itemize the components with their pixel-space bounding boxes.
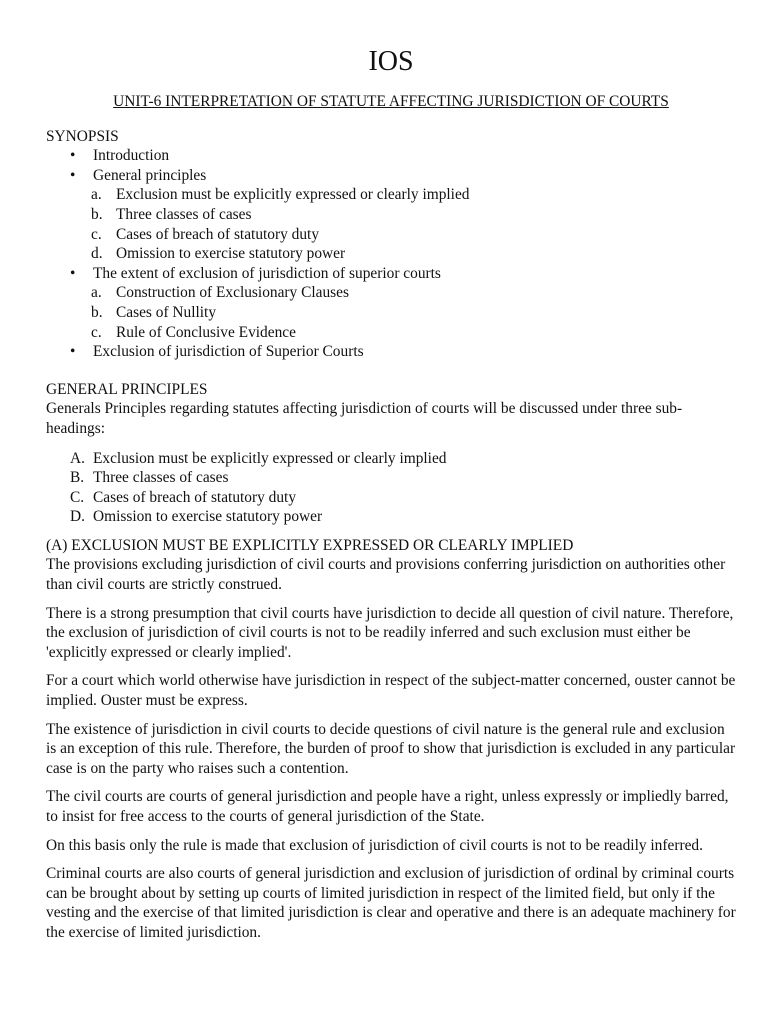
bullet-icon: •: [70, 166, 76, 184]
synopsis-item-label: Exclusion of jurisdiction of Superior Courts: [93, 343, 364, 361]
subitem-marker: b.: [91, 205, 103, 223]
subitem-label: Omission to exercise statutory power: [116, 245, 346, 263]
section-a-paragraph: The civil courts are courts of general jurisdiction and people have a right, unless expressly or impliedly barred, to insist for free access to the courts of general jurisdiction of the State.: [46, 788, 729, 825]
subitem-label: Construction of Exclusionary Clauses: [116, 284, 349, 302]
synopsis-sublist: [46, 185, 736, 263]
subitem-label: Cases of Nullity: [116, 303, 217, 321]
synopsis-subitem: [46, 244, 736, 264]
section-a-paragraph: On this basis only the rule is made that exclusion of jurisdiction of civil courts is not to be readily inferred.: [46, 836, 703, 854]
subitem-marker: b.: [91, 303, 103, 321]
section-a-paragraph: For a court which world otherwise have jurisdiction in respect of the subject-matter concerned, ouster cannot be implied. Ouster must be express.: [46, 672, 736, 710]
subitem-marker: c.: [91, 225, 102, 243]
subitem-label: Rule of Conclusive Evidence: [116, 323, 296, 341]
section-a-paragraph: There is a strong presumption that civil courts have jurisdiction to decide all question of civil nature. Therefore, the exclusion of jurisdiction of civil courts is not to be readily inferred and such exclusion must either be 'explicitly expressed or clearly implied'.: [46, 604, 734, 661]
bullet-icon: •: [70, 264, 76, 282]
subitem-label: Three classes of cases: [116, 205, 252, 223]
bullet-icon: •: [70, 147, 76, 165]
item-label: Omission to exercise statutory power: [93, 508, 323, 526]
synopsis-sublist-container: [46, 185, 736, 263]
subitem-label: Cases of breach of statutory duty: [116, 225, 320, 243]
synopsis-list: [46, 146, 736, 362]
item-marker: B.: [70, 469, 85, 487]
synopsis-sublist: [46, 283, 736, 342]
general-principles-item: [46, 449, 736, 469]
synopsis-item: [46, 146, 736, 166]
document-page: [46, 0, 736, 943]
synopsis-item-label: Introduction: [93, 147, 170, 165]
general-principles-heading: GENERAL PRINCIPLES: [46, 380, 208, 398]
section-a-paragraph: Criminal courts are also courts of general jurisdiction and exclusion of jurisdiction of ordinal by criminal courts can be brought about by setting up courts of limited jurisdiction in respect of the limited field, but only if the vesting and the exercise of that limited jurisdiction is clear and operative and there is an adequate machinery for the exercise of limited jurisdiction.: [46, 865, 736, 941]
item-label: Three classes of cases: [93, 469, 229, 487]
document-subtitle: UNIT-6 INTERPRETATION OF STATUTE AFFECTING JURISDICTION OF COURTS: [113, 93, 669, 110]
item-label: Cases of breach of statutory duty: [93, 488, 297, 506]
general-principles-item: [46, 468, 736, 488]
document-title: IOS: [368, 46, 414, 77]
general-principles-item: [46, 507, 736, 527]
section-a-paragraph: The existence of jurisdiction in civil courts to decide questions of civil nature is the general rule and exclusion is an exception of this rule. Therefore, the burden of proof to show that jurisdiction is excluded in any particular case is on the party who raises such a contention.: [46, 720, 736, 777]
general-principles-item: [46, 488, 736, 508]
synopsis-subitem: [46, 185, 736, 205]
synopsis-item-label: General principles: [93, 166, 207, 184]
synopsis-subitem: [46, 205, 736, 225]
synopsis-subitem: [46, 303, 736, 323]
subitem-label: Exclusion must be explicitly expressed or clearly implied: [116, 186, 470, 204]
synopsis-item-label: The extent of exclusion of jurisdiction of superior courts: [93, 264, 441, 282]
subitem-marker: a.: [91, 186, 102, 204]
item-marker: A.: [70, 449, 85, 467]
synopsis-item: [46, 342, 736, 362]
section-a-paragraph: The provisions excluding jurisdiction of civil courts and provisions conferring jurisdiction on authorities other than civil courts are strictly construed.: [46, 556, 726, 594]
synopsis-subitem: [46, 323, 736, 343]
synopsis-heading: SYNOPSIS: [46, 127, 119, 145]
subitem-marker: d.: [91, 245, 103, 263]
synopsis-subitem: [46, 225, 736, 245]
item-label: Exclusion must be explicitly expressed or clearly implied: [93, 449, 447, 467]
synopsis-sublist-container: [46, 283, 736, 342]
synopsis-item: [46, 166, 736, 186]
item-marker: D.: [70, 508, 85, 526]
subitem-marker: c.: [91, 323, 102, 341]
synopsis-subitem: [46, 283, 736, 303]
item-marker: C.: [70, 488, 85, 506]
bullet-icon: •: [70, 343, 76, 361]
subitem-marker: a.: [91, 284, 102, 302]
general-principles-list: [46, 449, 736, 527]
synopsis-item: [46, 264, 736, 284]
general-principles-intro: Generals Principles regarding statutes affecting jurisdiction of courts will be discussed under three sub-headings:: [46, 400, 683, 437]
section-a-heading: (A) EXCLUSION MUST BE EXPLICITLY EXPRESSED OR CLEARLY IMPLIED: [46, 536, 574, 554]
